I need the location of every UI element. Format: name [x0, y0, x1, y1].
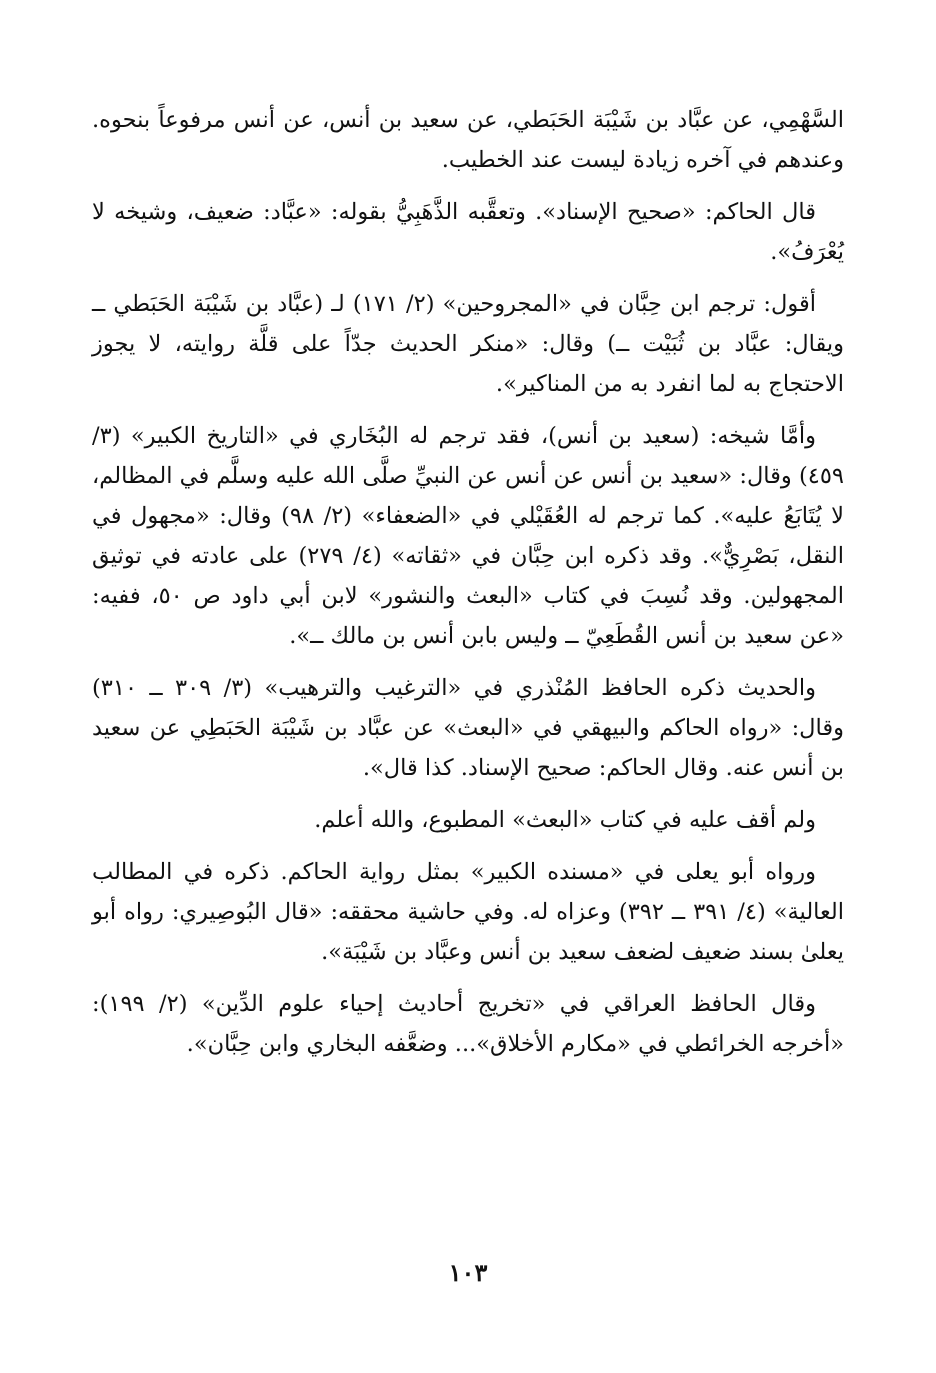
page-body [92, 100, 844, 1076]
paragraph-1: السَّهْمِي، عن عبَّاد بن شَيْبَة الحَبَطي، عن سعيد بن أنس، عن أنس مرفوعاً بنحوه. وعندهم في آخره زيادة ليست عند الخطيب. [92, 107, 844, 173]
paragraph-4: وأمَّا شيخه: (سعيد بن أنس)، فقد ترجم له البُخَاري في «التاريخ الكبير» (٣/ ٤٥٩) وقال: «سعيد بن أنس عن أنس عن النبيِّ صلَّى الله عليه وسلَّم في المظالم، لا يُتَابَعُ عليه». كما ترجم له العُقَيْلي في «الضعفاء» (٢/ ٩٨) وقال: «مجهول في النقل، بَصْرِيٌّ». وقد ذكره ابن حِبَّان في «ثقاته» (٤/ ٢٧٩) على عادته في توثيق المجهولين. وقد نُسِبَ في كتاب «البعث والنشور» لابن أبي داود ص ٥٠، ففيه: «عن سعيد بن أنس القُطَعِيّ ــ وليس بابن أنس بن مالك ــ». [92, 423, 845, 649]
paragraph-6: ولم أقف عليه في كتاب «البعث» المطبوع، والله أعلم. [314, 807, 816, 833]
paragraph-2: قال الحاكم: «صحيح الإسناد». وتعقَّبه الذَّهَبِيُّ بقوله: «عبَّاد: ضعيف، وشيخه لا يُعْرَفُ». [92, 199, 844, 265]
page-number: ١٠٣ [448, 1258, 488, 1287]
paragraph-5: والحديث ذكره الحافظ المُنْذري في «الترغيب والترهيب» (٣/ ٣٠٩ ــ ٣١٠) وقال: «رواه الحاكم والبيهقي في «البعث» عن عبَّاد بن شَيْبَة الحَبَطِي عن سعيد بن أنس عنه. وقال الحاكم: صحيح الإسناد. كذا قال». [92, 675, 844, 781]
paragraph-7: ورواه أبو يعلى في «مسنده الكبير» بمثل رواية الحاكم. ذكره في المطالب العالية» (٤/ ٣٩١ ــ ٣٩٢) وعزاه له. وفي حاشية محققه: «قال البُوصِيري: رواه أبو يعلىٰ بسند ضعيف لضعف سعيد بن أنس وعبَّاد بن شَيْبَة». [92, 859, 844, 965]
paragraph-3: أقول: ترجم ابن حِبَّان في «المجروحين» (٢/ ١٧١) لـ (عبَّاد بن شَيْبَة الحَبَطي ــ ويقال: عبَّاد بن ثُبَيْت ــ) وقال: «منكر الحديث جدّاً على قلَّة روايته، لا يجوز الاحتجاج به لما انفرد به من المناكير». [92, 291, 844, 397]
paragraph-8: وقال الحافظ العراقي في «تخريج أحاديث إحياء علوم الدِّين» (٢/ ١٩٩): «أخرجه الخرائطي في «مكارم الأخلاق»... وضعَّفه البخاري وابن حِبَّان». [92, 991, 844, 1057]
